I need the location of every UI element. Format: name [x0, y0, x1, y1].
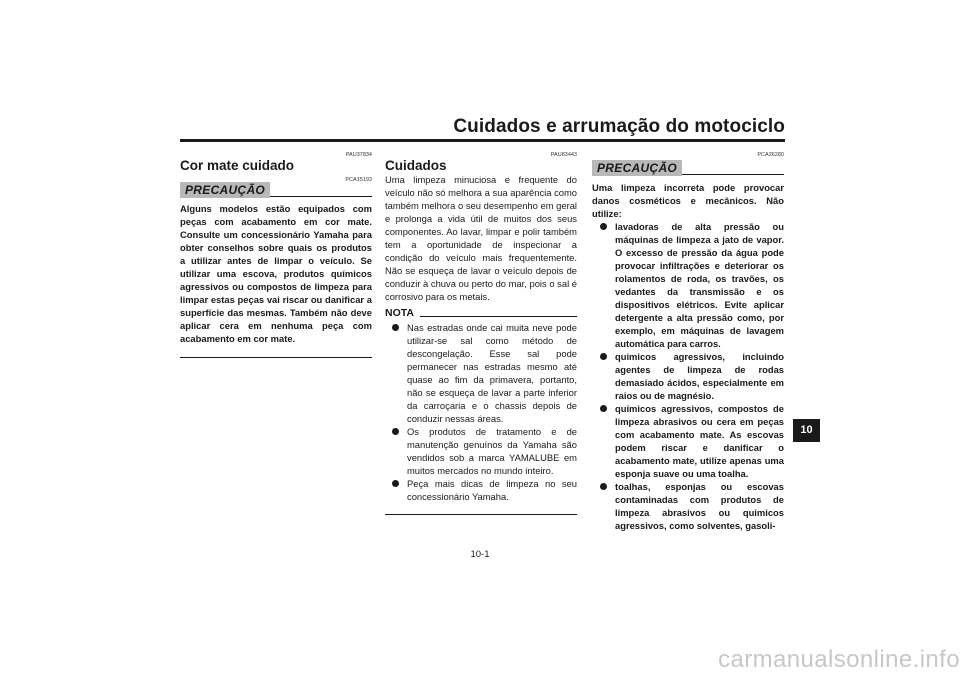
bullet-icon	[392, 480, 399, 487]
list-item: químicos agressivos, incluindo agentes de limpeza de rodas demasiado ácidos, especialmente em raios ou de magnésio.	[597, 350, 784, 402]
caution-list	[597, 220, 784, 532]
list-item: Os produtos de tratamento e de manutenção genuínos da Yamaha são vendidos sob a marca YAMALUBE em muitos mercados no mundo inteiro.	[389, 425, 577, 477]
caution-label: PRECAUÇÃO	[592, 160, 682, 176]
caution-text: Alguns modelos estão equipados com peças com acabamento em cor mate. Consulte um concessionário Yamaha para obter conselhos sobre quais os produtos a utilizar antes de limpar o veículo. Se utilizar uma escova, produtos químicos agressivos ou compostos de limpeza para limpar estas peças vai riscar ou danificar a superfície das mesmas. Também não deve aplicar cera em nenhuma peça com acabamento em cor mate.	[180, 203, 372, 344]
note-end-rule	[385, 514, 577, 515]
caution-intro-text: Uma limpeza incorreta pode provocar danos cosméticos e mecânicos. Não utilize:	[592, 182, 784, 219]
caution-rule	[270, 196, 372, 197]
caution-end-rule	[180, 357, 372, 358]
bullet-icon	[600, 405, 607, 412]
bullet-icon	[600, 353, 607, 360]
list-item: lavadoras de alta pressão ou máquinas de limpeza a jato de vapor. O excesso de pressão da água pode provocar infiltrações e deteriorar os rolamentos de roda, os travões, os vedantes da transmissão e os dispositivos elétricos. Evite aplicar detergente a alta pressão como, por exemplo, em máquinas de lavagem automática para carros.	[597, 220, 784, 350]
section-title-care: Cuidados	[385, 158, 447, 173]
section-title-matte-care: Cor mate cuidado	[180, 158, 295, 173]
watermark: carmanualsonline.info	[718, 646, 960, 673]
list-item: químicos agressivos, compostos de limpeza abrasivos ou cera em peças com acabamento mate. As escovas podem riscar e danificar o acabamento mate, utilize apenas uma esponja suave ou uma toalha.	[597, 402, 784, 480]
list-item: toalhas, esponjas ou escovas contaminadas com produtos de limpeza abrasivos ou químicos agressivos, como solventes, gasoli-	[597, 480, 784, 532]
page-number: 10-1	[470, 549, 490, 560]
list-item: Nas estradas onde cai muita neve pode utilizar-se sal como método de descongelação. Esse sal pode permanecer nas estradas mesmo até quase ao fim da primavera, portanto, não se esqueça de lavar a parte inferior da carroçaria e o chassis depois de conduzir nessas áreas.	[389, 321, 577, 425]
bullet-icon	[392, 324, 399, 331]
caution-code: PCA26280	[757, 152, 784, 158]
note-rule	[420, 316, 577, 317]
note-list	[389, 321, 577, 503]
care-body-text: Uma limpeza minuciosa e frequente do veículo não só melhora a sua aparência como também melhora o seu desempenho em geral e prolonga a vida útil de muitos dos seus componentes. Ao lavar, limpar e polir também tem a oportunidade de inspecionar a condição do veículo mais frequentemente. Não se esqueça de lavar o veículo depois de conduzir à chuva ou perto do mar, pois o sal é corrosivo para os metais.	[385, 174, 577, 302]
caution-label: PRECAUÇÃO	[180, 182, 270, 198]
list-item: Peça mais dicas de limpeza no seu concessionário Yamaha.	[389, 477, 577, 503]
bullet-icon	[600, 223, 607, 230]
caution-code: PCA15193	[345, 177, 372, 183]
note-label: NOTA	[385, 307, 414, 319]
section-code: PAU83443	[550, 152, 577, 158]
header-rule	[180, 139, 785, 142]
section-code: PAU37834	[345, 152, 372, 158]
page-header-title: Cuidados e arrumação do motociclo	[453, 116, 785, 137]
chapter-tab: 10	[793, 419, 820, 442]
bullet-icon	[600, 483, 607, 490]
caution-rule	[682, 174, 784, 175]
bullet-icon	[392, 428, 399, 435]
